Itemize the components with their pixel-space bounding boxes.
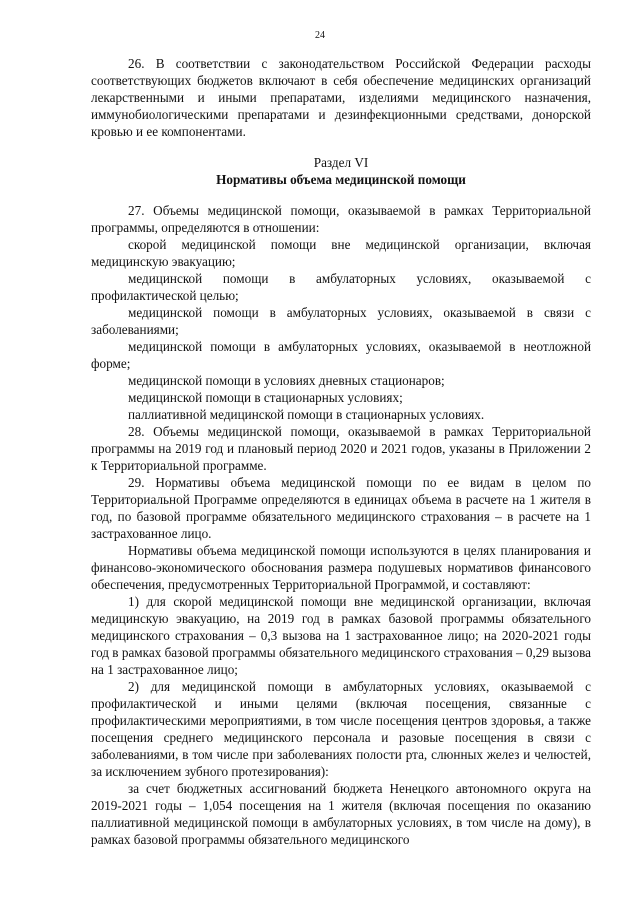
list-item: медицинской помощи в амбулаторных условиях, оказываемой в связи с заболеваниями; <box>91 305 591 337</box>
paragraph-28: 28. Объемы медицинской помощи, оказываемой в рамках Территориальной программы на 2019 год и плановый период 2020 и 2021 годов, указаны в Приложении 2 к Территориальной программе. <box>91 424 591 473</box>
list-item: паллиативной медицинской помощи в стационарных условиях. <box>128 407 485 422</box>
list-item: медицинской помощи в амбулаторных условиях, оказываемой в неотложной форме; <box>91 339 591 371</box>
list-item: медицинской помощи в амбулаторных условиях, оказываемой с профилактической целью; <box>91 271 591 303</box>
paragraph-29: 29. Нормативы объема медицинской помощи по ее видам в целом по Территориальной Программе определяются в единицах объема в расчете на 1 жителя в год, по базовой программе обязательного медицинского страхования – в расчете на 1 застрахованное лицо. <box>91 475 591 541</box>
list-item: скорой медицинской помощи вне медицинской организации, включая медицинскую эвакуацию; <box>91 237 591 269</box>
paragraph-27: 27. Объемы медицинской помощи, оказываемой в рамках Территориальной программы, определяются в отношении: <box>91 203 591 235</box>
paragraph-norms: Нормативы объема медицинской помощи используются в целях планирования и финансово-экономического обоснования размера подушевых нормативов финансового обеспечения, предусмотренных Территориальной Программой, и составляют: <box>91 543 591 592</box>
list-item: медицинской помощи в стационарных условиях; <box>128 390 403 405</box>
section-heading: Нормативы объема медицинской помощи <box>216 172 466 187</box>
list-item: медицинской помощи в условиях дневных стационаров; <box>128 373 445 388</box>
norm-item-2-budget: за счет бюджетных ассигнований бюджета Ненецкого автономного округа на 2019-2021 годы – 1,054 посещения на 1 жителя (включая посещения по оказанию паллиативной медицинской помощи в амбулаторных условиях, в том числе на дому), в рамках базовой программы обязательного медицинского <box>91 781 591 847</box>
paragraph-26: 26. В соответствии с законодательством Российской Федерации расходы соответствующих бюджетов включают в себя обеспечение медицинских организаций лекарственными и иными препаратами, изделиями медицинского назначения, иммунобиологическими препаратами и дезинфекционными средствами, донорской кровью и ее компонентами. <box>91 56 591 139</box>
section-title: Раздел VI <box>313 155 369 170</box>
page-number: 24 <box>315 30 325 41</box>
norm-item-2: 2) для медицинской помощи в амбулаторных условиях, оказываемой с профилактической и иными целями (включая посещения, связанные с профилактическими мероприятиями, в том числе посещения центров здоровья, а также посещения среднего медицинского персонала и разовые посещения в связи с заболеваниями, в том числе при заболеваниях полости рта, слюнных желез и челюстей, за исключением зубного протезирования): <box>91 679 591 779</box>
norm-item-1: 1) для скорой медицинской помощи вне медицинской организации, включая медицинскую эвакуацию, на 2019 год в рамках базовой программы обязательного медицинского страхования – 0,3 вызова на 1 застрахованное лицо; на 2020-2021 годы год в рамках базовой программы обязательного медицинского страхования – 0,29 вызова на 1 застрахованное лицо; <box>91 594 591 677</box>
document-body <box>91 55 591 848</box>
